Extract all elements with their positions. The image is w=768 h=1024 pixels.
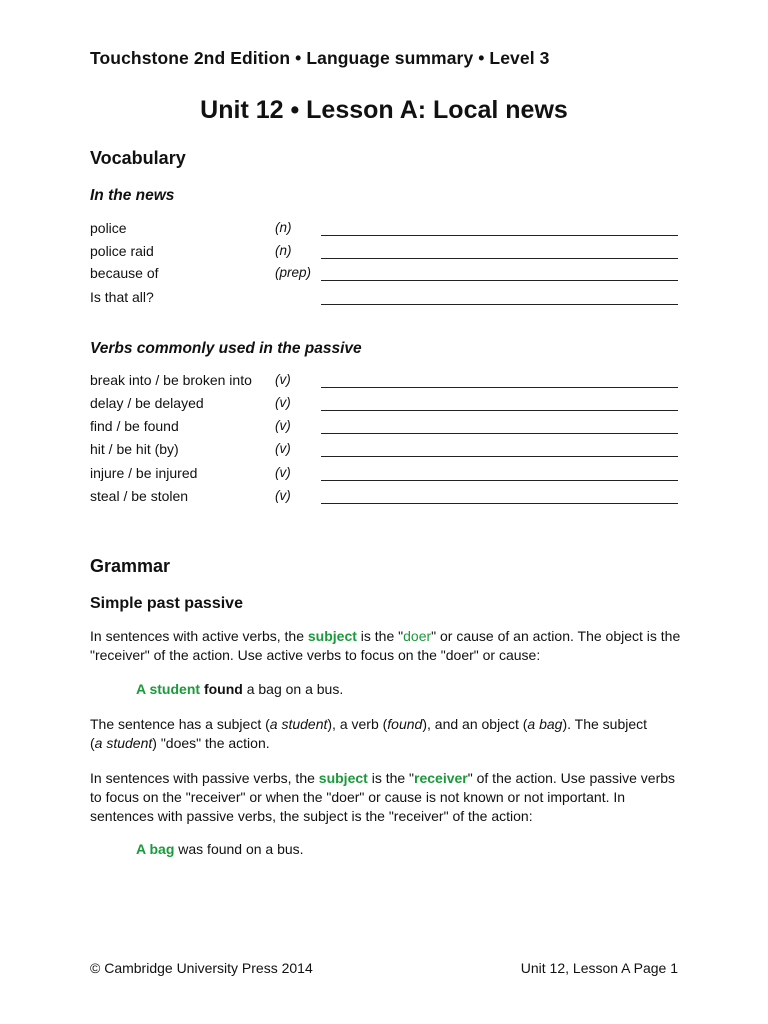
vocab-row — [0, 441, 768, 463]
keyword-subject: subject — [318, 770, 368, 786]
write-line — [321, 280, 678, 281]
example-sentence-active — [136, 681, 343, 697]
in-the-news-heading: In the news — [90, 187, 175, 204]
vocab-row — [0, 488, 768, 510]
write-line — [321, 410, 678, 411]
vocab-word: delay / be delayed — [90, 395, 204, 411]
grammar-paragraph-passive — [90, 769, 690, 826]
keyword-doer: doer — [403, 628, 432, 644]
write-line — [321, 456, 678, 457]
paragraph-text: " or cause of an action. The object is the "receiver" of the action. Use active verbs to focus on the "doer" or cause: — [90, 628, 681, 663]
example-verb: found — [203, 681, 243, 697]
write-line — [321, 304, 678, 305]
vocab-word: police — [90, 220, 127, 236]
vocab-word: Is that all? — [90, 289, 154, 305]
vocab-pos: (v) — [275, 488, 291, 503]
write-line — [321, 235, 678, 236]
write-line — [321, 387, 678, 388]
write-line — [321, 433, 678, 434]
vocab-pos: (n) — [275, 220, 292, 235]
paragraph-text: In sentences with passive verbs, the — [90, 770, 319, 786]
example-rest: was found on a bus. — [174, 841, 304, 857]
example-sentence-passive — [136, 841, 304, 857]
vocab-word: police raid — [90, 243, 154, 259]
footer-page-number: Unit 12, Lesson A Page 1 — [520, 960, 678, 976]
vocab-word: break into / be broken into — [90, 372, 252, 388]
grammar-paragraph-active — [90, 627, 690, 665]
vocab-row — [0, 372, 768, 394]
footer-copyright: © Cambridge University Press 2014 — [90, 960, 313, 976]
write-line — [321, 258, 678, 259]
example-subject: A student — [136, 681, 201, 697]
vocab-pos: (v) — [275, 372, 291, 387]
vocabulary-heading: Vocabulary — [90, 148, 186, 168]
vocab-row — [0, 265, 768, 287]
write-line — [321, 480, 678, 481]
example-subject: A bag — [136, 841, 175, 857]
italic-term: a bag — [527, 716, 563, 732]
grammar-subheading: Simple past passive — [90, 595, 243, 612]
paragraph-text: ). The subject — [562, 716, 648, 732]
vocab-pos: (n) — [275, 243, 292, 258]
vocab-word: injure / be injured — [90, 465, 198, 481]
vocab-row — [0, 465, 768, 487]
paragraph-text: ) "does" the action. — [152, 735, 270, 751]
italic-term: a student — [94, 735, 153, 751]
grammar-paragraph-explanation: The sentence has a subject (a student), a verb (found), and an object (a bag). The subject (a student) "does" the action. — [90, 716, 648, 751]
vocab-row — [0, 289, 768, 311]
vocab-word: hit / be hit (by) — [90, 441, 179, 457]
series-title: Touchstone 2nd Edition • Language summary • Level 3 — [90, 48, 550, 68]
paragraph-text: is the " — [367, 770, 415, 786]
keyword-receiver: receiver — [414, 770, 468, 786]
write-line — [321, 503, 678, 504]
paragraph-text: is the " — [356, 628, 404, 644]
grammar-heading: Grammar — [90, 556, 171, 576]
vocab-pos: (v) — [275, 418, 291, 433]
italic-term: a student — [269, 716, 328, 732]
unit-title: Unit 12 • Lesson A: Local news — [200, 96, 568, 124]
paragraph-text: ), and an object ( — [422, 716, 528, 732]
vocab-pos: (prep) — [275, 265, 312, 280]
vocab-word: find / be found — [90, 418, 179, 434]
vocab-pos: (v) — [275, 465, 291, 480]
vocab-pos: (v) — [275, 441, 291, 456]
vocab-row — [0, 418, 768, 440]
keyword-subject: subject — [307, 628, 357, 644]
paragraph-text: In sentences with active verbs, the — [90, 628, 308, 644]
paragraph-text: " of the action. Use passive verbs to focus on the "receiver" or when the "doer" or cause is not known or not important. In sentences with passive verbs, the subject is the "receiver" of the action: — [90, 770, 676, 824]
paragraph-text: ), a verb ( — [327, 716, 388, 732]
passive-verbs-heading: Verbs commonly used in the passive — [90, 340, 362, 357]
italic-term: found — [387, 716, 423, 732]
vocab-pos: (v) — [275, 395, 291, 410]
vocab-row — [0, 395, 768, 417]
example-rest: a bag on a bus. — [242, 681, 344, 697]
vocab-word: steal / be stolen — [90, 488, 189, 504]
paragraph-text: The sentence has a subject ( — [90, 716, 270, 732]
vocab-row — [0, 220, 768, 242]
vocab-row — [0, 243, 768, 265]
vocab-word: because of — [90, 265, 159, 281]
